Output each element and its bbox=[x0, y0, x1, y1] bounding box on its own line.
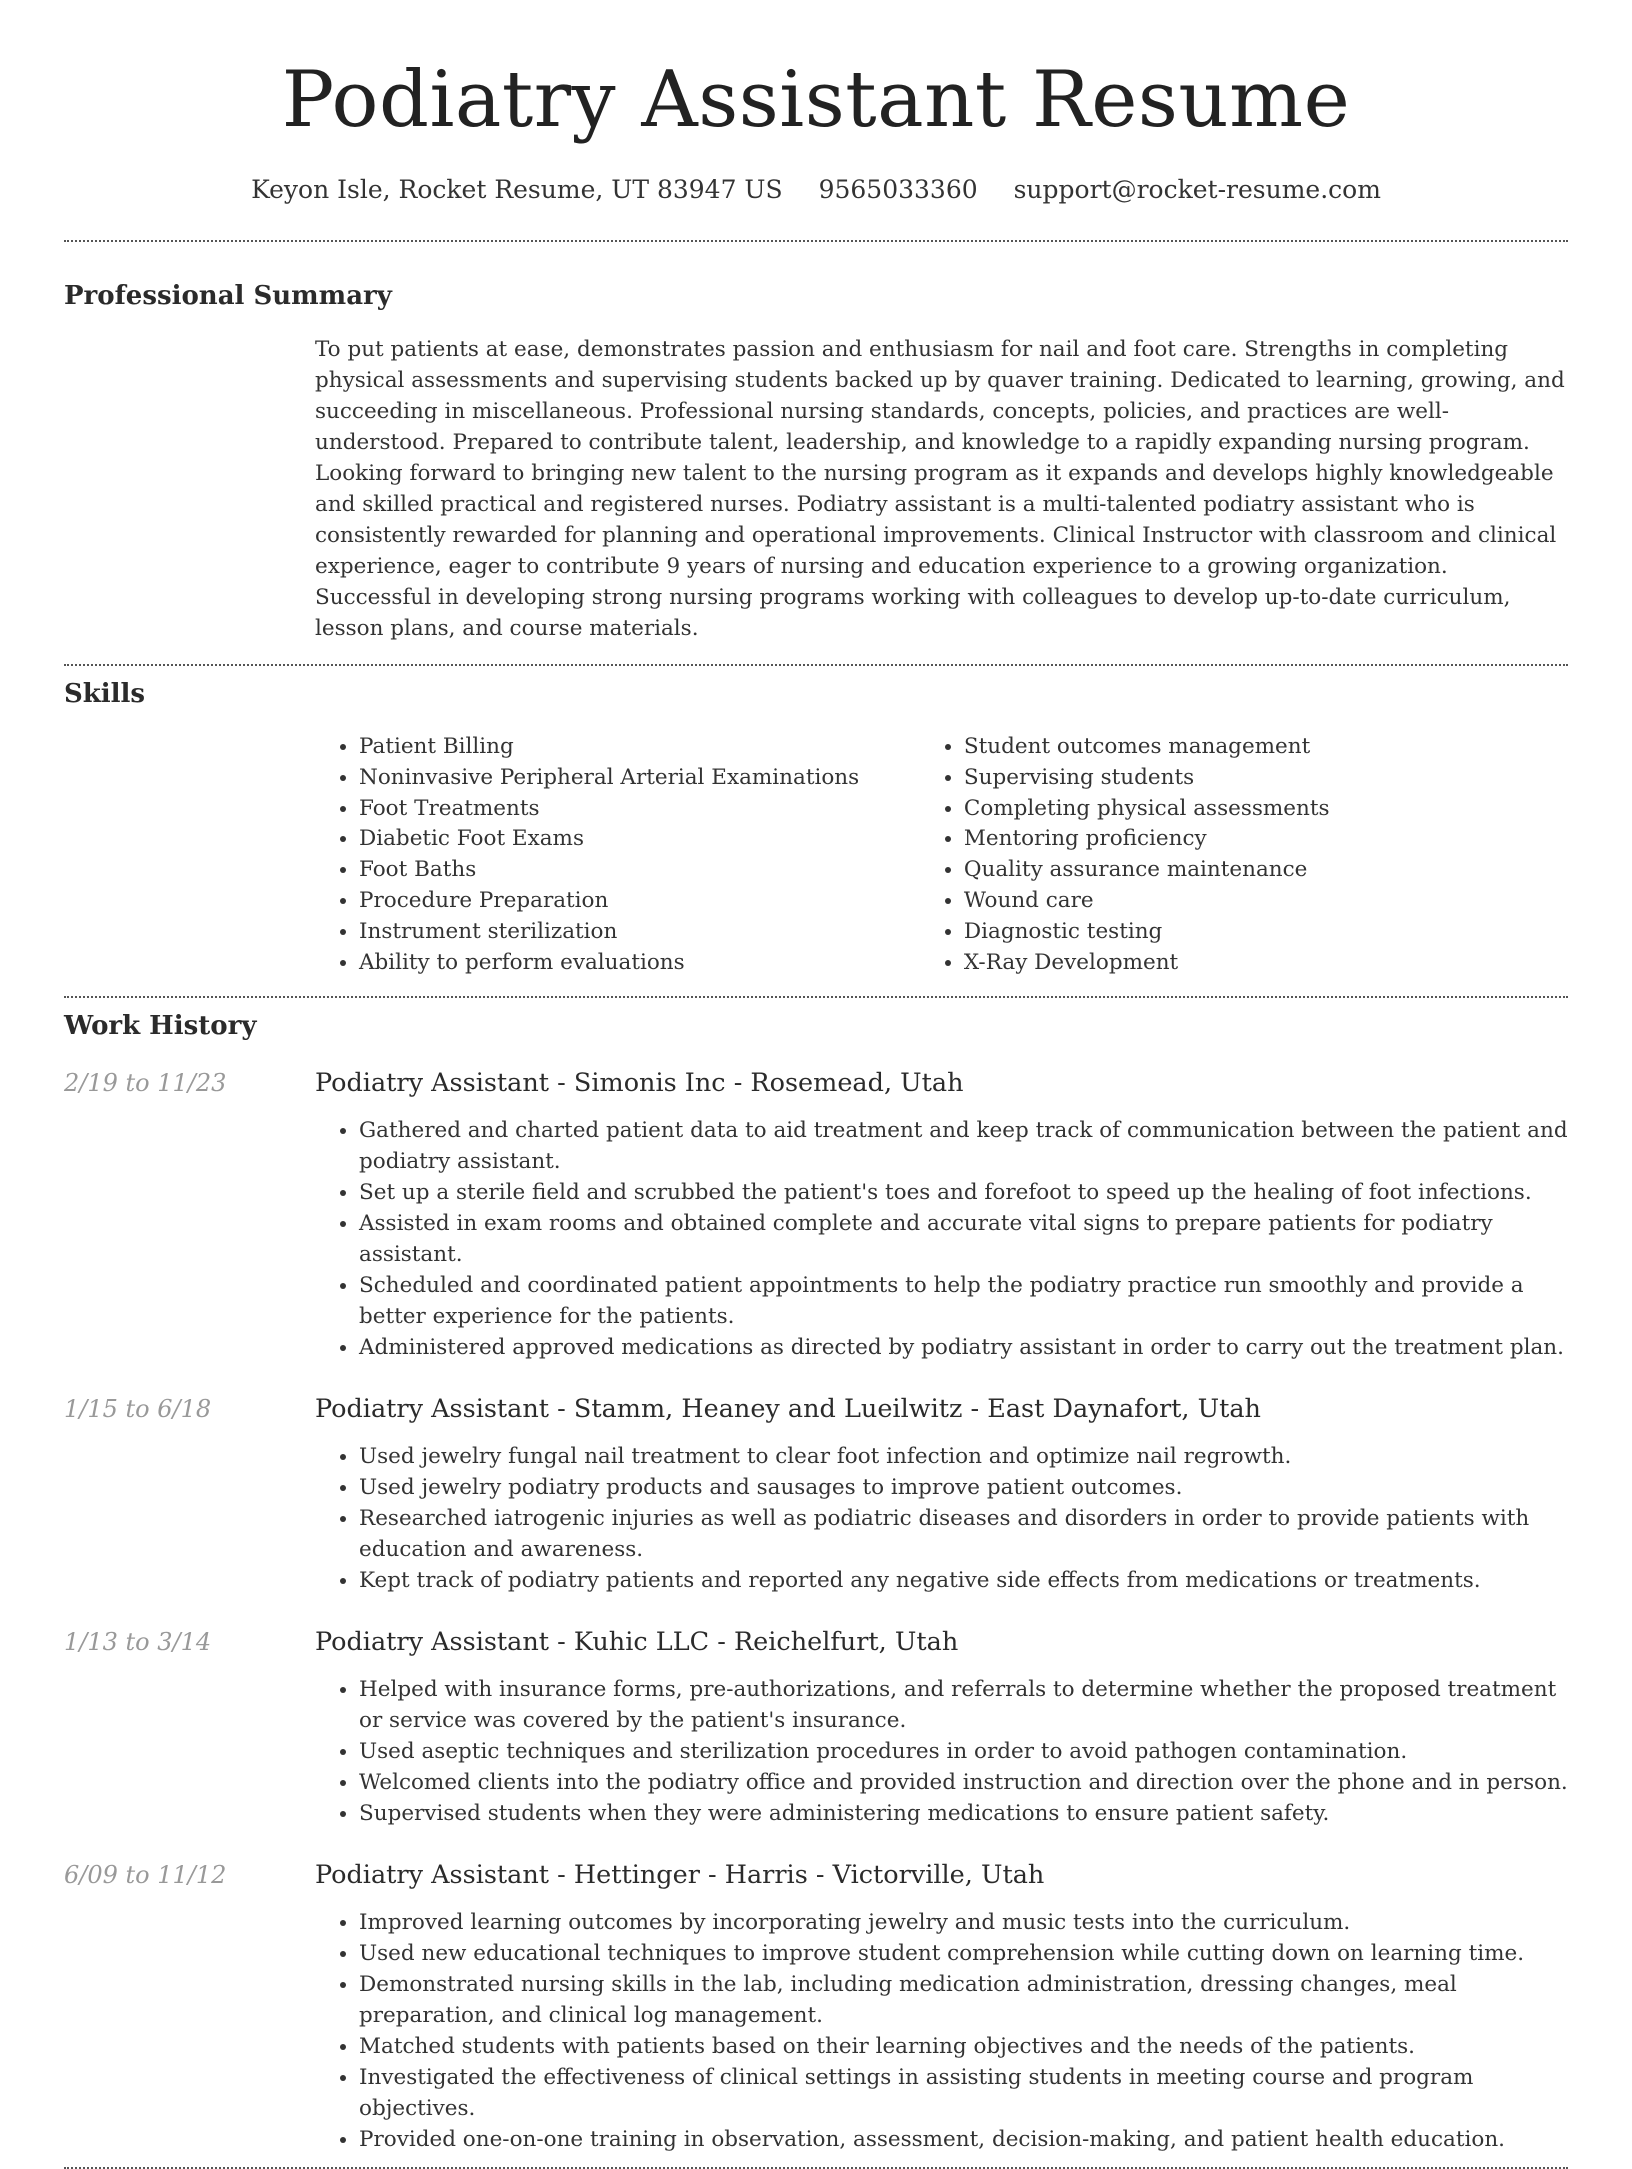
job-bullet: • Administered approved medications as directed by podiatry assistant in order to carry out the treatment plan. bbox=[359, 1332, 1568, 1363]
job-title: Podiatry Assistant - Stamm, Heaney and Lueilwitz - East Daynafort, Utah bbox=[315, 1394, 1261, 1425]
skill-item: • Noninvasive Peripheral Arterial Examinations bbox=[359, 763, 920, 794]
resume-title: Podiatry Assistant Resume bbox=[281, 55, 1351, 145]
resume-page bbox=[64, 0, 1568, 2169]
job-bullet: • Supervised students when they were administering medications to ensure patient safety. bbox=[359, 1798, 1568, 1829]
job-header bbox=[64, 1393, 1568, 1425]
skill-item: • Diagnostic testing bbox=[964, 917, 1568, 948]
skill-item: • Patient Billing bbox=[359, 732, 920, 763]
job-bullet: • Kept track of podiatry patients and reported any negative side effects from medications or treatments. bbox=[359, 1565, 1568, 1596]
summary-text: To put patients at ease, demonstrates passion and enthusiasm for nail and foot care. Strengths in completing physical assessments and supervising students backed up by quaver training. Dedicated to learning, growing, and succeeding in miscellaneous. Professional nursing standards, concepts, policies, and practices are well-understood. Prepared to contribute talent, leadership, and knowledge to a rapidly expanding nursing program. Looking forward to bringing new talent to the nursing program as it expands and develops highly knowledgeable and skilled practical and registered nurses. Podiatry assistant is a multi-talented podiatry assistant who is consistently rewarded for planning and operational improvements. Clinical Instructor with classroom and clinical experience, eager to contribute 9 years of nursing and education experience to a growing organization. Successful in developing strong nursing programs working with colleagues to develop up-to-date curriculum, lesson plans, and course materials. bbox=[315, 337, 1565, 641]
job-bullets bbox=[315, 1441, 1568, 1596]
job-bullet: • Assisted in exam rooms and obtained complete and accurate vital signs to prepare patients for podiatry assistant. bbox=[359, 1208, 1568, 1270]
job-bullet: • Researched iatrogenic injuries as well as podiatric diseases and disorders in order to provide patients with education and awareness. bbox=[359, 1503, 1568, 1565]
job-header bbox=[64, 1067, 1568, 1099]
skill-item: • Wound care bbox=[964, 886, 1568, 917]
job-bullet: • Gathered and charted patient data to aid treatment and keep track of communication between the patient and podiatry assistant. bbox=[359, 1115, 1568, 1177]
job-bullet: • Scheduled and coordinated patient appointments to help the podiatry practice run smoothly and provide a better experience for the patients. bbox=[359, 1270, 1568, 1332]
job-body bbox=[315, 1115, 1568, 1363]
job-bullets bbox=[315, 1115, 1568, 1363]
divider-header bbox=[64, 240, 1568, 242]
job-entry bbox=[64, 1067, 1568, 1363]
work-history-heading: Work History bbox=[64, 1011, 257, 1042]
job-bullet: • Used new educational techniques to improve student comprehension while cutting down on learning time. bbox=[359, 1938, 1568, 1969]
job-bullets bbox=[315, 1674, 1568, 1829]
job-bullet: • Investigated the effectiveness of clinical settings in assisting students in meeting course and program objectives. bbox=[359, 2062, 1568, 2124]
job-body bbox=[315, 1674, 1568, 1829]
job-entry bbox=[64, 1393, 1568, 1596]
divider-summary bbox=[64, 664, 1568, 666]
skill-item: • Student outcomes management bbox=[964, 732, 1568, 763]
job-bullet: • Provided one-on-one training in observation, assessment, decision-making, and patient health education. bbox=[359, 2124, 1568, 2155]
skill-item: • Foot Treatments bbox=[359, 794, 920, 825]
divider-skills bbox=[64, 996, 1568, 998]
job-dates: 1/15 to 6/18 bbox=[64, 1395, 212, 1424]
contact-address: Keyon Isle, Rocket Resume, UT 83947 US bbox=[251, 175, 783, 204]
contact-phone: 9565033360 bbox=[818, 175, 978, 204]
job-bullet: • Demonstrated nursing skills in the lab, including medication administration, dressing changes, meal preparation, and clinical log management. bbox=[359, 1969, 1568, 2031]
skills-list-right bbox=[920, 732, 1568, 978]
job-title: Podiatry Assistant - Simonis Inc - Rosemead, Utah bbox=[315, 1068, 964, 1099]
job-entry bbox=[64, 1626, 1568, 1829]
summary-body bbox=[315, 334, 1568, 644]
job-bullet: • Helped with insurance forms, pre-authorizations, and referrals to determine whether the proposed treatment or service was covered by the patient's insurance. bbox=[359, 1674, 1568, 1736]
professional-summary-section bbox=[64, 280, 1568, 644]
job-bullets bbox=[315, 1907, 1568, 2155]
job-bullet: • Used aseptic techniques and sterilization procedures in order to avoid pathogen contamination. bbox=[359, 1736, 1568, 1767]
skill-item: • Mentoring proficiency bbox=[964, 824, 1568, 855]
contact-line bbox=[64, 174, 1568, 206]
job-bullet: • Used jewelry fungal nail treatment to clear foot infection and optimize nail regrowth. bbox=[359, 1441, 1568, 1472]
job-bullet: • Used jewelry podiatry products and sausages to improve patient outcomes. bbox=[359, 1472, 1568, 1503]
job-bullet: • Welcomed clients into the podiatry office and provided instruction and direction over the phone and in person. bbox=[359, 1767, 1568, 1798]
job-entry bbox=[64, 1859, 1568, 2155]
job-list bbox=[64, 1067, 1568, 2155]
skill-item: • Supervising students bbox=[964, 763, 1568, 794]
job-header bbox=[64, 1859, 1568, 1891]
skills-list-left bbox=[315, 732, 920, 978]
skills-heading: Skills bbox=[64, 679, 146, 709]
skill-item: • Instrument sterilization bbox=[359, 917, 920, 948]
skills-grid bbox=[315, 732, 1568, 978]
job-dates: 2/19 to 11/23 bbox=[64, 1069, 227, 1098]
job-dates: 6/09 to 11/12 bbox=[64, 1861, 227, 1890]
job-bullet: • Set up a sterile field and scrubbed the patient's toes and forefoot to speed up the healing of foot infections. bbox=[359, 1177, 1568, 1208]
skill-item: • Diabetic Foot Exams bbox=[359, 824, 920, 855]
job-dates: 1/13 to 3/14 bbox=[64, 1628, 212, 1657]
job-bullet: • Improved learning outcomes by incorporating jewelry and music tests into the curriculum. bbox=[359, 1907, 1568, 1938]
job-bullet: • Matched students with patients based on their learning objectives and the needs of the patients. bbox=[359, 2031, 1568, 2062]
skill-item: • Completing physical assessments bbox=[964, 794, 1568, 825]
skills-section bbox=[64, 678, 1568, 978]
skill-item: • Quality assurance maintenance bbox=[964, 855, 1568, 886]
skill-item: • X-Ray Development bbox=[964, 948, 1568, 979]
job-title: Podiatry Assistant - Hettinger - Harris - Victorville, Utah bbox=[315, 1860, 1045, 1891]
job-body bbox=[315, 1441, 1568, 1596]
skill-item: • Ability to perform evaluations bbox=[359, 948, 920, 979]
job-body bbox=[315, 1907, 1568, 2155]
skill-item: • Procedure Preparation bbox=[359, 886, 920, 917]
job-header bbox=[64, 1626, 1568, 1658]
skill-item: • Foot Baths bbox=[359, 855, 920, 886]
contact-email: support@rocket-resume.com bbox=[1013, 175, 1381, 204]
summary-heading: Professional Summary bbox=[64, 281, 392, 311]
job-title: Podiatry Assistant - Kuhic LLC - Reichelfurt, Utah bbox=[315, 1627, 959, 1658]
work-history-section bbox=[64, 1010, 1568, 2155]
